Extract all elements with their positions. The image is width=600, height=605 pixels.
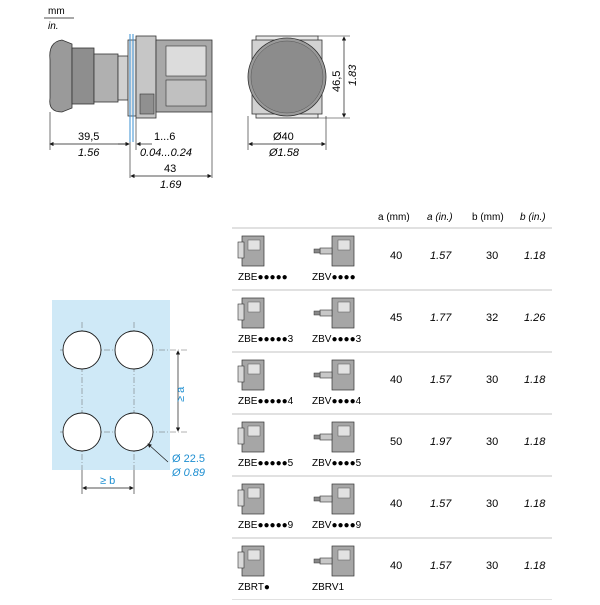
contact-block-icon	[238, 298, 264, 328]
table-row	[232, 546, 552, 600]
col-header: a (in.)	[427, 212, 453, 223]
ref-zbv: ZBV●●●●	[312, 272, 356, 283]
cell-a-mm: 40	[390, 250, 403, 262]
cell-a-in: 1.77	[430, 312, 452, 324]
dim-hole-mm: Ø 22.5	[172, 453, 206, 465]
ref-zbe: ZBE●●●●●9	[238, 520, 294, 531]
cell-a-in: 1.57	[430, 374, 452, 386]
cell-b-mm: 30	[486, 374, 499, 386]
light-block-icon	[314, 298, 354, 328]
cell-b-mm: 32	[486, 312, 499, 324]
cell-a-in: 1.57	[430, 560, 452, 572]
cell-a-mm: 40	[390, 498, 403, 510]
table-row	[232, 360, 552, 414]
col-header: a (mm)	[378, 212, 410, 223]
dim-spacing-a: ≥ a	[175, 386, 187, 402]
dim-behind-in: 1.69	[160, 179, 182, 191]
ref-zbe: ZBE●●●●●3	[238, 334, 294, 345]
units-label	[44, 6, 74, 32]
ref-zbv: ZBV●●●●9	[312, 520, 362, 531]
table-row	[232, 298, 552, 352]
cell-b-mm: 30	[486, 250, 499, 262]
cell-b-mm: 30	[486, 498, 499, 510]
cell-a-mm: 40	[390, 560, 403, 572]
dim-spacing-b: ≥ b	[100, 475, 116, 487]
cutout-hole	[63, 331, 101, 369]
ref-zbe: ZBE●●●●●5	[238, 458, 294, 469]
cell-b-in: 1.26	[524, 312, 546, 324]
dim-behind-mm: 43	[164, 163, 177, 175]
contact-block-icon	[238, 546, 264, 576]
cell-a-mm: 40	[390, 374, 403, 386]
cell-a-in: 1.97	[430, 436, 452, 448]
unit-mm: mm	[48, 6, 65, 17]
dim-panel-in: 0.04...0.24	[140, 147, 192, 159]
ref-zbe: ZBRT●	[238, 582, 270, 593]
dim-body-mm: 39,5	[78, 131, 100, 143]
light-block-icon	[314, 360, 354, 390]
front-view	[248, 36, 359, 159]
ref-zbv: ZBV●●●●3	[312, 334, 362, 345]
dim-diameter-mm: Ø40	[273, 131, 294, 143]
light-block-icon	[314, 546, 354, 576]
cell-a-in: 1.57	[430, 250, 452, 262]
dim-height-mm: 46,5	[331, 70, 343, 92]
table-row	[232, 484, 552, 538]
cell-b-mm: 30	[486, 436, 499, 448]
dim-hole-in: Ø 0.89	[172, 467, 206, 479]
light-block-icon	[314, 236, 354, 266]
cell-a-mm: 45	[390, 312, 403, 324]
cell-b-in: 1.18	[524, 436, 546, 448]
dim-diameter-in: Ø1.58	[269, 147, 299, 159]
cutout-hole	[115, 331, 153, 369]
col-header: b (mm)	[472, 212, 504, 223]
spec-table	[232, 212, 552, 600]
table-row	[232, 236, 552, 290]
ref-zbv: ZBV●●●●4	[312, 396, 362, 407]
ref-zbv: ZBRV1	[312, 582, 345, 593]
cell-b-in: 1.18	[524, 498, 546, 510]
cell-b-mm: 30	[486, 560, 499, 572]
contact-block-icon	[238, 422, 264, 452]
side-view	[50, 34, 212, 191]
cell-a-mm: 50	[390, 436, 403, 448]
ref-zbe: ZBE●●●●●4	[238, 396, 294, 407]
dim-height-in: 1.83	[347, 64, 359, 86]
cell-b-in: 1.18	[524, 374, 546, 386]
contact-block-icon	[238, 360, 264, 390]
light-block-icon	[314, 422, 354, 452]
ref-zbv: ZBV●●●●5	[312, 458, 362, 469]
cell-b-in: 1.18	[524, 250, 546, 262]
contact-block-icon	[238, 484, 264, 514]
ref-zbe: ZBE●●●●●	[238, 272, 288, 283]
cutout-diagram	[52, 300, 205, 494]
cell-b-in: 1.18	[524, 560, 546, 572]
dim-panel-mm: 1...6	[154, 131, 176, 143]
contact-block-icon	[238, 236, 264, 266]
dim-body-in: 1.56	[78, 147, 100, 159]
cell-a-in: 1.57	[430, 498, 452, 510]
light-block-icon	[314, 484, 354, 514]
cutout-hole	[115, 413, 153, 451]
col-header: b (in.)	[520, 212, 546, 223]
cutout-hole	[63, 413, 101, 451]
unit-in: in.	[48, 21, 59, 32]
table-row	[232, 422, 552, 476]
